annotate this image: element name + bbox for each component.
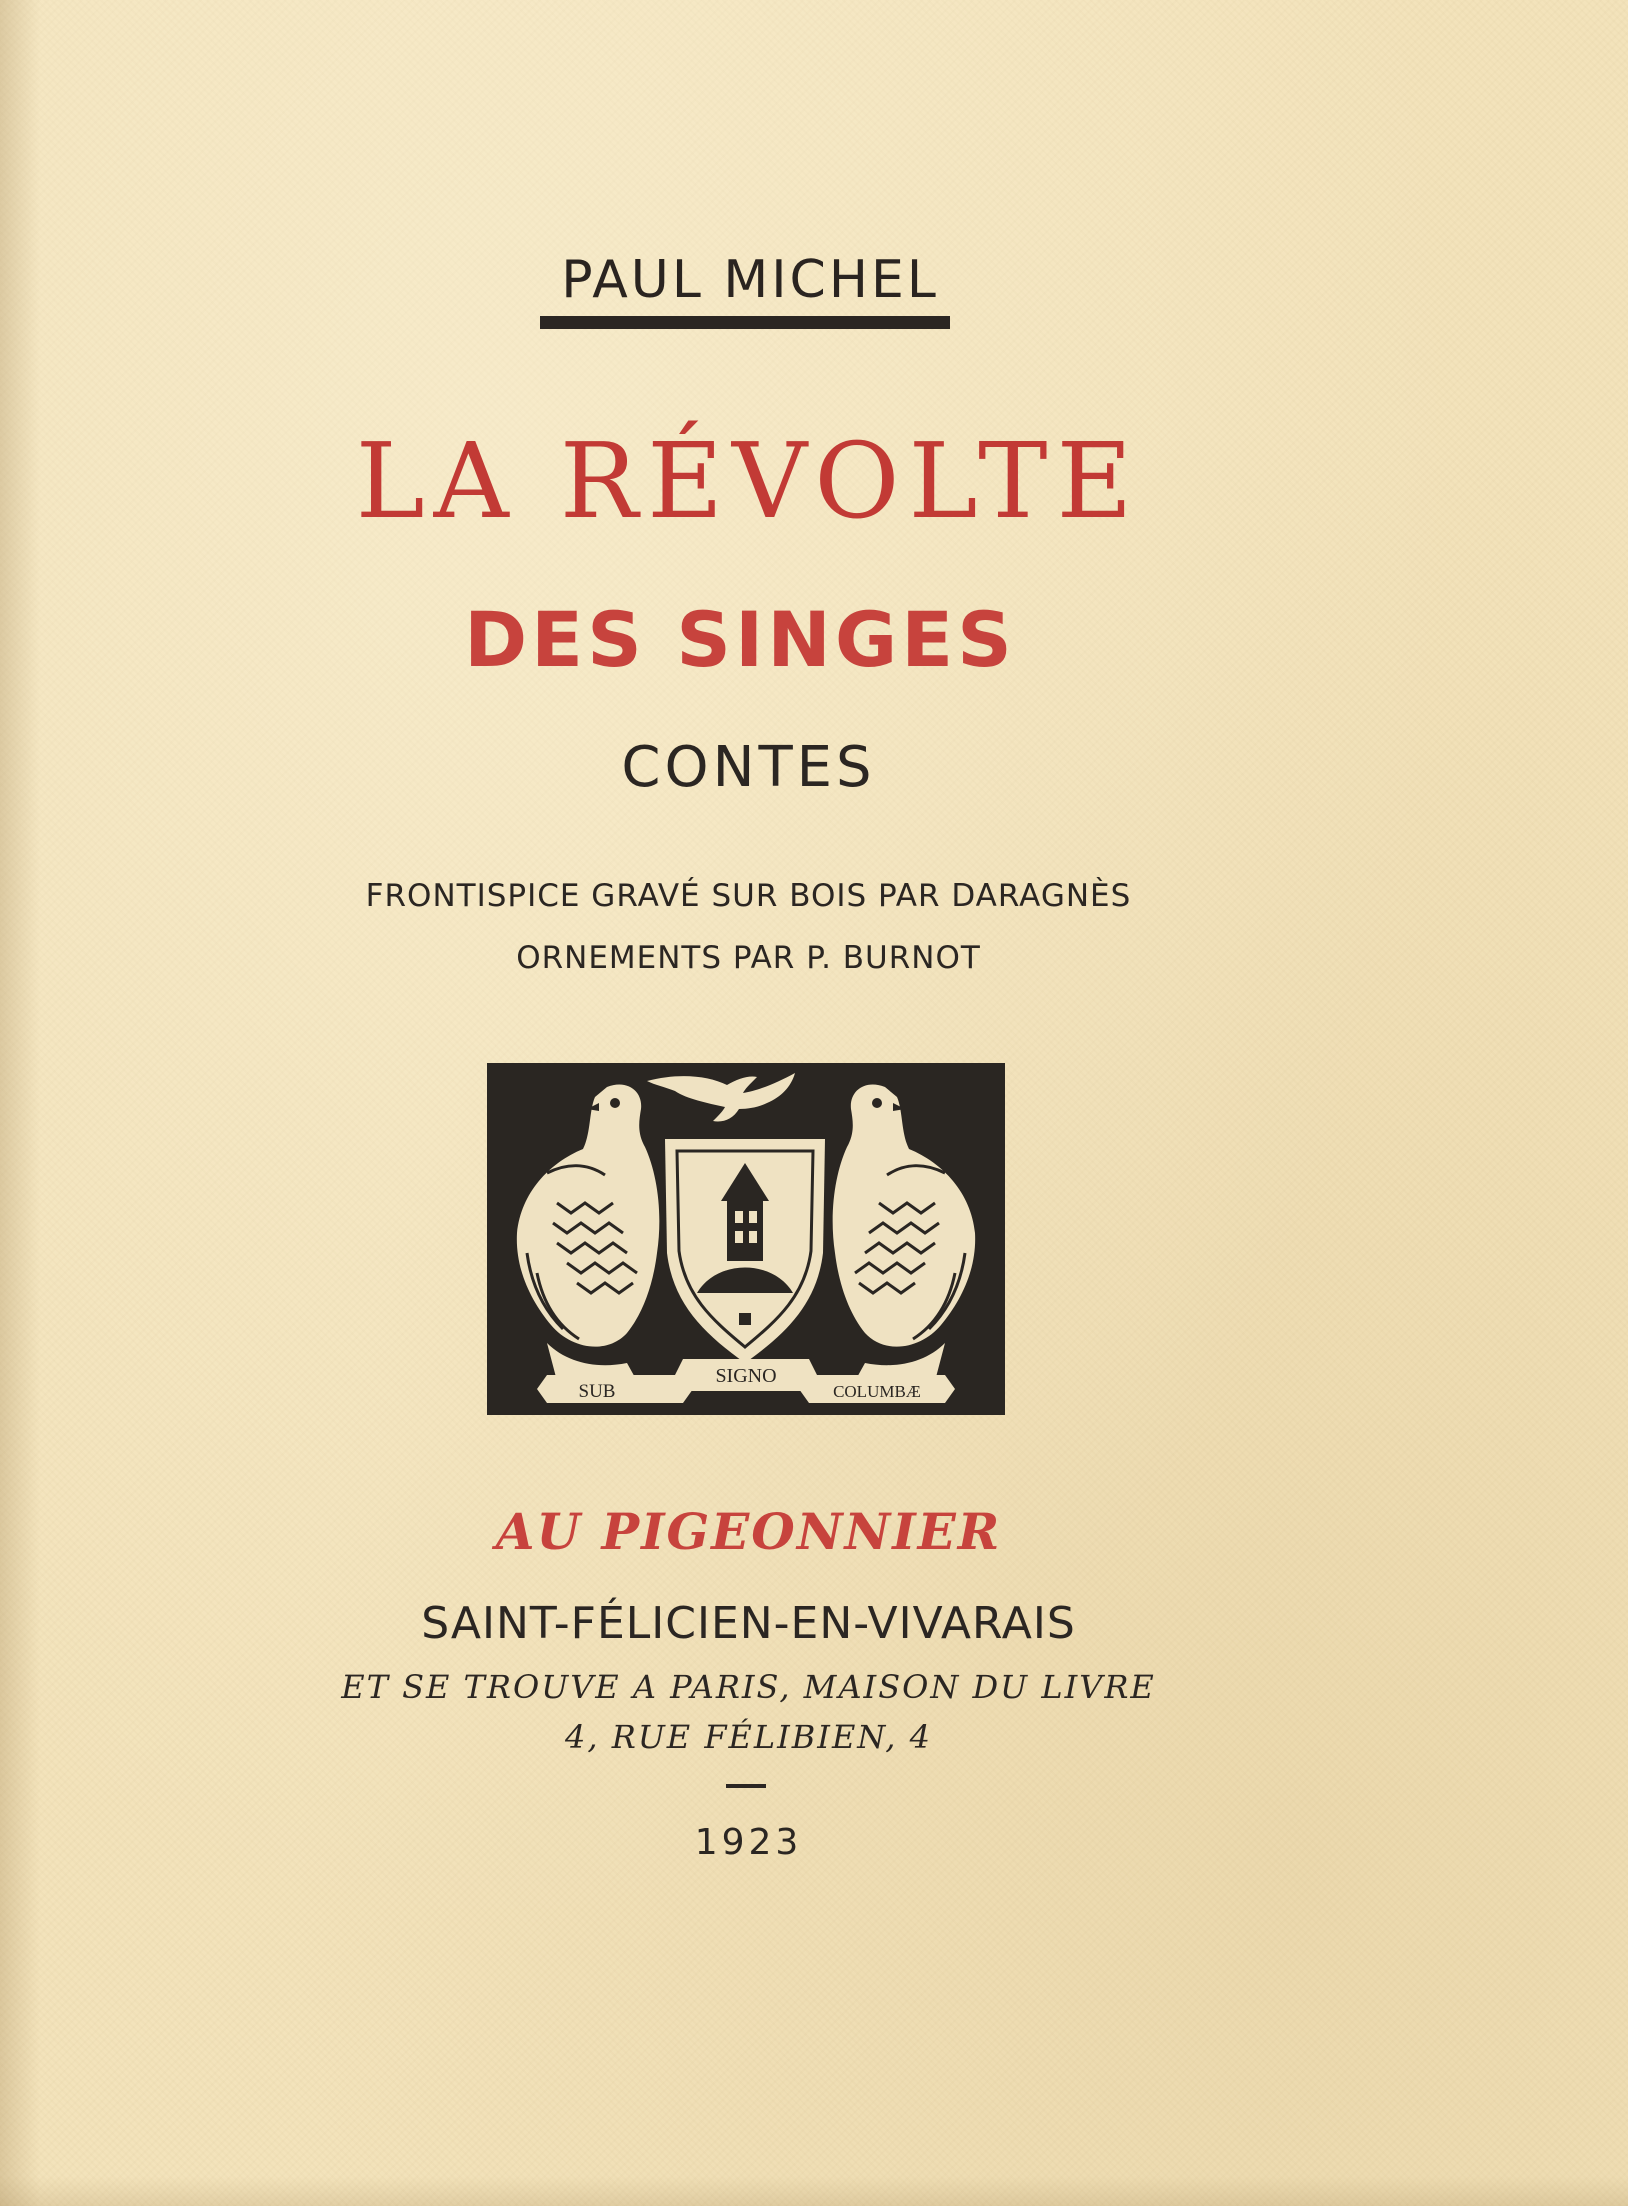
motto-word-1: SUB bbox=[578, 1381, 616, 1402]
paris-distributor: ET SE TROUVE A PARIS, MAISON DU LIVRE bbox=[341, 1668, 1156, 1706]
separator-dash bbox=[726, 1784, 766, 1788]
title-line-2: DES SINGES bbox=[464, 595, 1016, 684]
publisher-name: AU PIGEONNIER bbox=[495, 1502, 1002, 1561]
author-underline-rule bbox=[540, 316, 950, 329]
publisher-place: SAINT-FÉLICIEN-EN-VIVARAIS bbox=[421, 1598, 1076, 1649]
author-name: PAUL MICHEL bbox=[561, 250, 939, 310]
frontispiece-credit: FRONTISPICE GRAVÉ SUR BOIS PAR DARAGNÈS bbox=[365, 878, 1132, 914]
motto-word-3: COLUMBÆ bbox=[833, 1382, 921, 1401]
publication-year: 1923 bbox=[694, 1822, 803, 1863]
subtitle: CONTES bbox=[621, 735, 876, 800]
page-edge-shadow bbox=[0, 0, 40, 2206]
page-bottom-shadow bbox=[0, 2176, 1628, 2206]
pigeonnier-woodcut-emblem-icon bbox=[487, 1063, 1005, 1415]
ornaments-credit: ORNEMENTS PAR P. BURNOT bbox=[516, 940, 981, 976]
motto-word-2: SIGNO bbox=[715, 1365, 777, 1387]
paris-address: 4, RUE FÉLIBIEN, 4 bbox=[565, 1718, 932, 1756]
title-line-1: LA RÉVOLTE bbox=[355, 420, 1142, 542]
